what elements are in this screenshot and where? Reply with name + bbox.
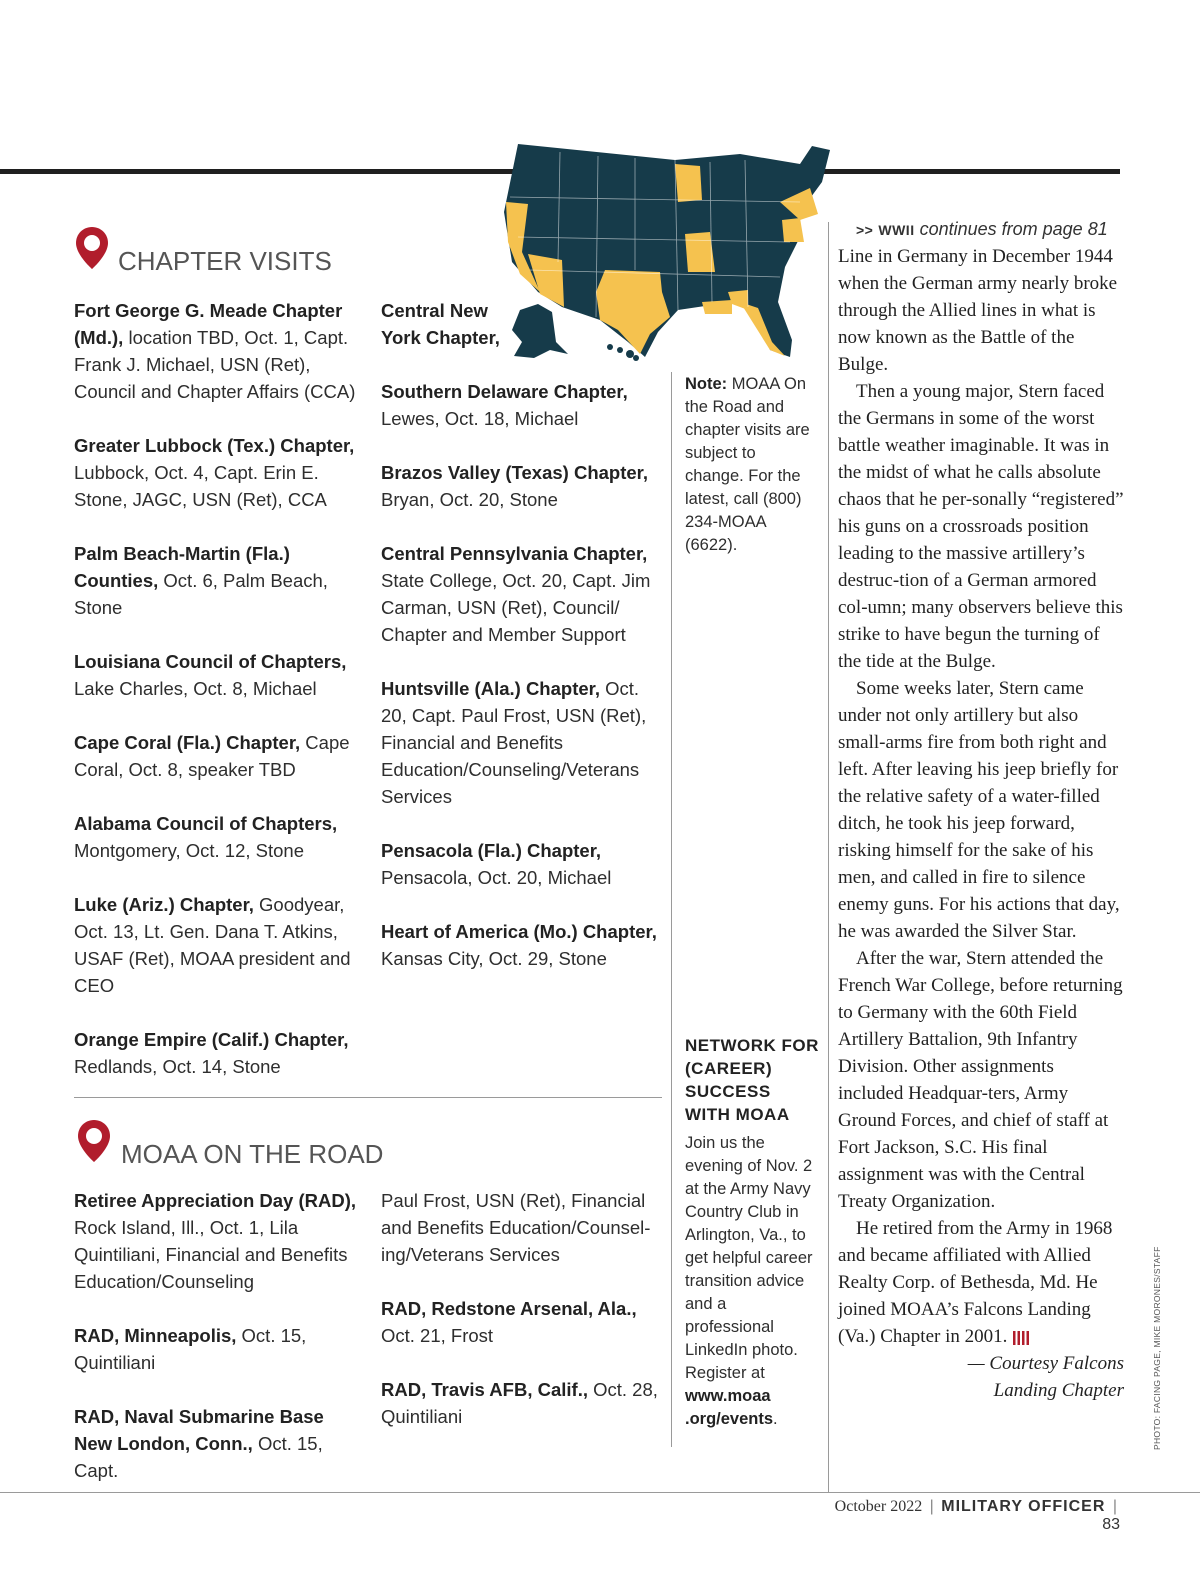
moaa-on-the-road-col1 (74, 1187, 364, 1511)
continued-line: >> WWII continues from page 81 (856, 219, 1108, 239)
list-item: Paul Frost, USN (Ret), Financial and Benefits Education/Counsel-ing/Veterans Services (381, 1190, 651, 1265)
story-paragraph: Line in Germany in December 1944 when the German army nearly broke through the Allied lines in what is now known as the Battle of the Bulge. (838, 246, 1118, 375)
chapter-visits-col1 (74, 297, 364, 1107)
chapter-visits-heading: CHAPTER VISITS (118, 246, 332, 276)
network-box (685, 1034, 819, 1431)
list-item: Southern Delaware Chapter, Lewes, Oct. 18, Michael (381, 381, 628, 429)
list-item: Brazos Valley (Texas) Chapter, Bryan, Oct. 20, Stone (381, 462, 648, 510)
list-item: Palm Beach-Martin (Fla.) Counties, Oct. 6, Palm Beach, Stone (74, 543, 328, 618)
list-item: Retiree Appreciation Day (RAD), Rock Island, Ill., Oct. 1, Lila Quintiliani, Financial and Benefits Education/Counseling (74, 1190, 357, 1292)
list-item: Cape Coral (Fla.) Chapter, Cape Coral, Oct. 8, speaker TBD (74, 732, 350, 780)
note-box (685, 373, 817, 557)
story-paragraph: He retired from the Army in 1968 and became affiliated with Allied Realty Corp. of Bethesda, Md. He joined MOAA’s Falcons Landing (Va.) Chapter in 2001. (838, 1218, 1113, 1347)
list-item: Pensacola (Fla.) Chapter, Pensacola, Oct. 20, Michael (381, 840, 612, 888)
list-item: RAD, Naval Submarine Base New London, Conn., Oct. 15, Capt. (74, 1406, 324, 1481)
list-item: Fort George G. Meade Chapter (Md.), location TBD, Oct. 1, Capt. Frank J. Michael, USN (Ret), Council and Chapter Affairs (CCA) (74, 300, 356, 402)
network-body: Join us the evening of Nov. 2 at the Army Navy Country Club in Arlington, Va., to get helpful career transition advice and a professional LinkedIn photo. Register at www.moaa .org/events. (685, 1134, 813, 1428)
list-item: RAD, Redstone Arsenal, Ala., Oct. 21, Frost (381, 1298, 637, 1346)
column-divider-sidebar (671, 372, 672, 1447)
courtesy-line: — Courtesy Falcons Landing Chapter (967, 1353, 1124, 1401)
list-item: RAD, Travis AFB, Calif., Oct. 28, Quintiliani (381, 1379, 658, 1427)
note-label: Note: (685, 375, 728, 393)
list-item: Greater Lubbock (Tex.) Chapter, Lubbock, Oct. 4, Capt. Erin E. Stone, JAGC, USN (Ret), CCA (74, 435, 355, 510)
list-item: Louisiana Council of Chapters, Lake Charles, Oct. 8, Michael (74, 651, 347, 699)
story-body (838, 243, 1124, 1404)
footer-month: October 2022 (834, 1498, 923, 1515)
list-item: Central New York Chapter, (381, 300, 500, 348)
network-heading: NETWORK FOR (CAREER) SUCCESS WITH MOAA (685, 1036, 819, 1124)
end-mark-icon (1012, 1330, 1030, 1346)
story-paragraph: Then a young major, Stern faced the Germans in some of the worst battle weather imaginable. It was in the midst of what he calls absolute chaos that he per-sonally “registered” his guns on a crossroads position leading to the massive artillery’s destruc-tion of a German armored col-umn; many observers believe this strike to have begun the turning of the tide at the Bulge. (838, 381, 1124, 672)
events-link[interactable]: www.moaa .org/events (685, 1387, 774, 1428)
photo-credit: PHOTO: FACING PAGE, MIKE MORONES/STAFF (1152, 1246, 1162, 1450)
location-pin-icon (76, 1118, 112, 1164)
page-footer: October 2022 | MILITARY OFFICER | 83 (834, 1498, 1120, 1533)
footer-magazine: MILITARY OFFICER (941, 1498, 1106, 1515)
moaa-on-the-road-heading: MOAA ON THE ROAD (121, 1139, 384, 1169)
chapter-visits-col2 (381, 297, 661, 999)
list-item: Heart of America (Mo.) Chapter, Kansas City, Oct. 29, Stone (381, 921, 657, 969)
moaa-on-the-road-col2 (381, 1187, 661, 1457)
list-item: Luke (Ariz.) Chapter, Goodyear, Oct. 13, Lt. Gen. Dana T. Atkins, USAF (Ret), MOAA president and CEO (74, 894, 351, 996)
list-item: Orange Empire (Calif.) Chapter, Redlands, Oct. 14, Stone (74, 1029, 349, 1077)
story-paragraph: After the war, Stern attended the French War College, before returning to Germany with the 60th Field Artillery Battalion, 9th Infantry Division. Other assignments included Headquar-ters, Army Ground Forces, and chief of staff at Fort Jackson, S.C. His final assignment was with the Central Treaty Organization. (838, 948, 1123, 1212)
list-item: RAD, Minneapolis, Oct. 15, Quintiliani (74, 1325, 307, 1373)
list-item: Alabama Council of Chapters, Montgomery, Oct. 12, Stone (74, 813, 338, 861)
list-item: Central Pennsylvania Chapter, State College, Oct. 20, Capt. Jim Carman, USN (Ret), Council/ Chapter and Member Support (381, 543, 651, 645)
note-text: MOAA On the Road and chapter visits are subject to change. For the latest, call (800) 234-MOAA (6622). (685, 375, 810, 554)
page-number: 83 (1102, 1516, 1120, 1533)
wwii-tag: WWII (878, 222, 915, 238)
list-item: Huntsville (Ala.) Chapter, Oct. 20, Capt. Paul Frost, USN (Ret), Financial and Benefits Education/Counseling/Veterans Services (381, 678, 647, 807)
location-pin-icon (74, 225, 110, 271)
story-paragraph: Some weeks later, Stern came under not only artillery but also small-arms fire from both right and left. After leaving his jeep briefly for the relative safety of a water-filled ditch, he took his jeep forward, risking himself for the sake of his men, and called in fire to silence enemy guns. For his actions that day, he was awarded the Silver Star. (838, 678, 1120, 942)
column-divider-story (828, 222, 829, 1492)
